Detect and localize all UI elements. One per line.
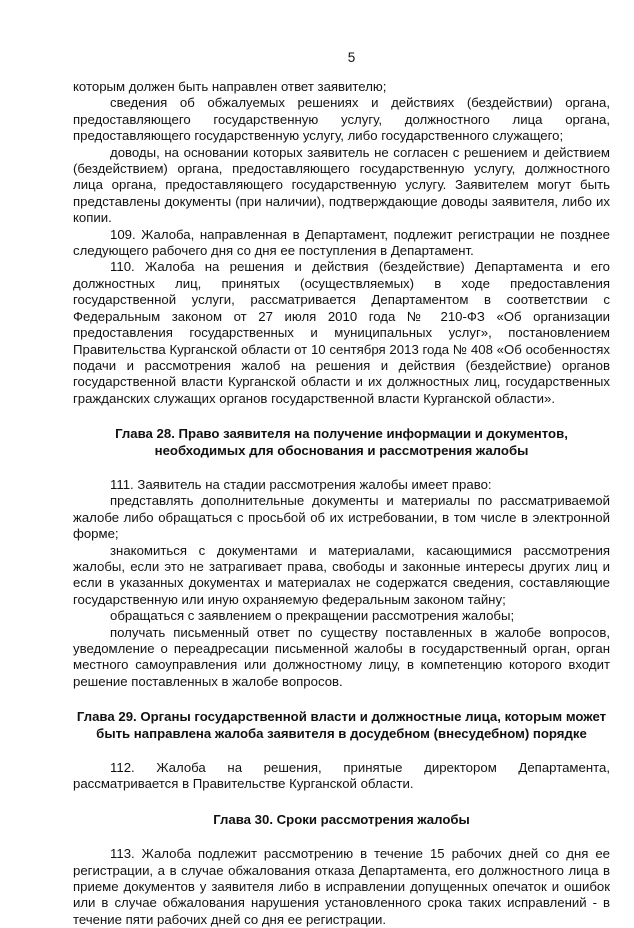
paragraph: сведения об обжалуемых решениях и действиях (бездействии) органа, предоставляющего государственную услугу, должностного лица органа, предоставляющего государственную услугу, либо государственного служащего; xyxy=(73,95,610,144)
paragraph-continuation: которым должен быть направлен ответ заявителю; xyxy=(73,79,387,94)
paragraph: обращаться с заявлением о прекращении рассмотрения жалобы; xyxy=(110,608,515,624)
paragraph-110: 110. Жалоба на решения и действия (бездействие) Департамента и его должностных лиц, принятых (осуществляемых) в ходе предоставления государственной услуги, рассматривается Департаментом в соответствии с Федеральным законом от 27 июля 2010 года № 210-ФЗ «Об организации предоставления государственных и муниципальных услуг», постановлением Правительства Курганской области от 10 сентября 2013 года № 408 «Об особенностях подачи и рассмотрения жалоб на решения и действия (бездействие) органов государственной власти Курганской области и их должностных лиц, государственных гражданских служащих органов государственной власти Курганской области». xyxy=(73,259,610,406)
chapter-28-heading: Глава 28. Право заявителя на получение информации и документов, необходимых для обоснования и рассмотрения жалобы xyxy=(115,426,568,458)
section-top xyxy=(73,79,610,407)
paragraph: представлять дополнительные документы и материалы по рассматриваемой жалобе либо обращаться с просьбой об их истребовании, в том числе в электронной форме; xyxy=(73,493,610,542)
chapter-30-heading: Глава 30. Сроки рассмотрения жалобы xyxy=(213,811,470,827)
chapter-29-heading: Глава 29. Органы государственной власти и должностные лица, которым может быть направлена жалоба заявителя в досудебном (внесудебном) порядке xyxy=(76,709,607,741)
paragraph: знакомиться с документами и материалами, касающимися рассмотрения жалобы, если это не затрагивает права, свободы и законные интересы других лиц и если в указанных документах и материалах не содержатся сведения, составляющие государственную или иную охраняемую федеральным законом тайну; xyxy=(73,542,610,607)
paragraph-113: 113. Жалоба подлежит рассмотрению в течение 15 рабочих дней со дня ее регистрации, а в случае обжалования отказа Департамента, его должностного лица в приеме документов у заявителя либо в исправлении допущенных опечаток и ошибок или в случае обжалования нарушения установленного срока таких исправлений - в течение пяти рабочих дней со дня ее регистрации. xyxy=(73,846,610,927)
paragraph: получать письменный ответ по существу поставленных в жалобе вопросов, уведомление о переадресации письменной жалобы в государственный орган, орган местного самоуправления или должностному лицу, в компетенцию которого входит решение поставленных в жалобе вопросов. xyxy=(73,624,610,689)
chapter-28-body xyxy=(73,477,610,690)
chapter-29-body xyxy=(73,760,610,793)
page-number: 5 xyxy=(347,50,356,65)
paragraph-112: 112. Жалоба на решения, принятые директором Департамента, рассматривается в Правительстве Курганской области. xyxy=(73,760,610,792)
paragraph-109: 109. Жалоба, направленная в Департамент, подлежит регистрации не позднее следующего рабочего дня со дня ее поступления в Департамент. xyxy=(73,226,610,259)
chapter-30-body xyxy=(73,846,610,928)
paragraph: доводы, на основании которых заявитель не согласен с решением и действием (бездействием) органа, предоставляющего государственную услугу, должностного лица органа, предоставляющего государственную услугу. Заявителем могут быть представлены документы (при наличии), подтверждающие доводы заявителя, либо их копии. xyxy=(73,144,610,226)
paragraph-111: 111. Заявитель на стадии рассмотрения жалобы имеет право: xyxy=(110,476,492,492)
